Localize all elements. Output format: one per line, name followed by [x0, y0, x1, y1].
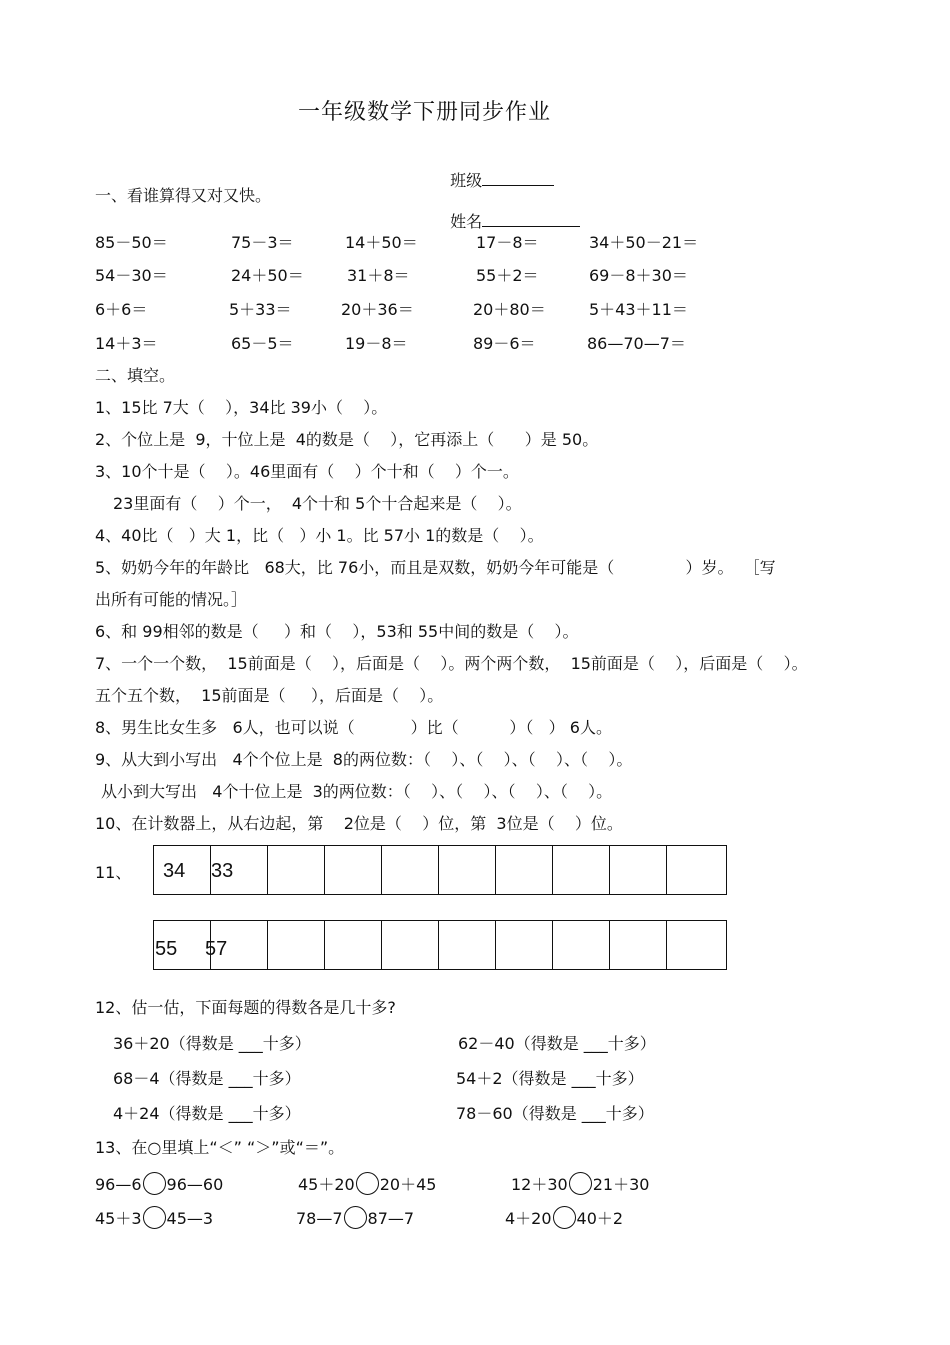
estimate-item: 4＋24（得数是 ___十多） — [113, 1104, 301, 1123]
calc-item: 14＋3＝ — [95, 334, 158, 353]
grid-cell[interactable] — [553, 846, 610, 894]
class-blank[interactable] — [482, 170, 554, 186]
calc-item: 54－30＝ — [95, 266, 168, 285]
grid-cell[interactable] — [154, 921, 211, 969]
question-1: 1、15比 7大（ ），34比 39小（ ）。 — [95, 398, 388, 417]
compare-circle[interactable] — [553, 1206, 576, 1229]
compare-left: 45＋20 — [298, 1175, 355, 1194]
estimate-item: 54＋2（得数是 ___十多） — [456, 1069, 644, 1088]
grid-number: 34 — [163, 860, 186, 882]
grid-cell[interactable] — [268, 921, 325, 969]
grid-cell[interactable] — [325, 921, 382, 969]
grid-number: 33 — [211, 860, 234, 882]
grid-cell[interactable] — [496, 846, 553, 894]
grid-cell[interactable] — [667, 846, 724, 894]
calc-item: 6＋6＝ — [95, 300, 148, 319]
number-grid-2 — [153, 920, 727, 970]
calc-item: 75－3＝ — [231, 233, 294, 252]
calc-item: 31＋8＝ — [347, 266, 410, 285]
compare-item — [298, 1172, 436, 1195]
grid-cell[interactable] — [439, 846, 496, 894]
calc-item: 86—70—7＝ — [587, 334, 686, 353]
class-field[interactable] — [440, 150, 580, 232]
section2-heading: 二、填空。 — [95, 366, 176, 385]
number-grid-1 — [153, 845, 727, 895]
question-5-continued: 出所有可能的情况。］ — [95, 590, 248, 609]
compare-right: 45—3 — [166, 1209, 214, 1228]
estimate-item: 68－4（得数是 ___十多） — [113, 1069, 301, 1088]
compare-circle[interactable] — [344, 1206, 367, 1229]
compare-item — [505, 1206, 623, 1229]
calc-item: 14＋50＝ — [345, 233, 418, 252]
grid-number: 57 — [205, 938, 228, 960]
grid-cell[interactable] — [610, 846, 667, 894]
compare-right: 87—7 — [367, 1209, 415, 1228]
class-label: 班级 — [450, 171, 483, 190]
question-6: 6、和 99相邻的数是（ ）和（ ），53和 55中间的数是（ ）。 — [95, 622, 579, 641]
compare-right: 21＋30 — [592, 1175, 650, 1194]
estimate-item: 36＋20（得数是 ___十多） — [113, 1034, 311, 1053]
question-3-continued: 23里面有（ ）个一， 4个十和 5个十合起来是（ ）。 — [113, 494, 522, 513]
compare-circle[interactable] — [356, 1172, 379, 1195]
question-13: 13、在○里填上“＜” “＞”或“＝”。 — [95, 1138, 345, 1157]
compare-right: 40＋2 — [576, 1209, 624, 1228]
name-label: 姓名 — [450, 212, 483, 231]
compare-left: 96—6 — [95, 1175, 142, 1194]
grid-cell[interactable] — [496, 921, 553, 969]
compare-item — [296, 1206, 414, 1229]
question-11-label: 11、 — [95, 863, 132, 882]
grid-cell[interactable] — [325, 846, 382, 894]
grid-cell[interactable] — [382, 921, 439, 969]
grid-cell[interactable] — [382, 846, 439, 894]
compare-circle[interactable] — [143, 1206, 166, 1229]
calc-item: 89－6＝ — [473, 334, 536, 353]
calc-item: 19－8＝ — [345, 334, 408, 353]
compare-right: 20＋45 — [379, 1175, 437, 1194]
question-2: 2、个位上是 9，十位上是 4的数是（ ），它再添上（ ）是 50。 — [95, 430, 599, 449]
calc-item: 20＋36＝ — [341, 300, 414, 319]
calc-item: 85－50＝ — [95, 233, 168, 252]
compare-left: 12＋30 — [511, 1175, 568, 1194]
question-9-continued: 从小到大写出 4个十位上是 3的两位数：（ ）、（ ）、（ ）、（ ）。 — [101, 782, 613, 801]
calc-item: 20＋80＝ — [473, 300, 546, 319]
grid-cell[interactable] — [154, 846, 211, 894]
compare-left: 4＋20 — [505, 1209, 552, 1228]
calc-item: 55＋2＝ — [476, 266, 539, 285]
calc-item: 65－5＝ — [231, 334, 294, 353]
grid-cell[interactable] — [667, 921, 724, 969]
grid-cell[interactable] — [610, 921, 667, 969]
page-title: 一年级数学下册同步作业 — [298, 100, 552, 125]
section1-heading: 一、看谁算得又对又快。 — [95, 186, 272, 205]
estimate-item: 78－60（得数是 ___十多） — [456, 1104, 654, 1123]
compare-circle[interactable] — [143, 1172, 166, 1195]
compare-circle[interactable] — [569, 1172, 592, 1195]
name-blank[interactable] — [482, 211, 580, 227]
grid-cell[interactable] — [553, 921, 610, 969]
calc-item: 17－8＝ — [476, 233, 539, 252]
calc-item: 5＋33＝ — [229, 300, 292, 319]
grid-cell[interactable] — [205, 921, 268, 969]
compare-left: 45＋3 — [95, 1209, 142, 1228]
compare-item — [95, 1206, 213, 1229]
calc-item: 5＋43＋11＝ — [589, 300, 688, 319]
question-10: 10、在计数器上，从右边起，第 2位是（ ）位，第 3位是（ ）位。 — [95, 814, 623, 833]
question-4: 4、40比（ ）大 1，比（ ）小 1。比 57小 1的数是（ ）。 — [95, 526, 544, 545]
grid-cell[interactable] — [439, 921, 496, 969]
calc-item: 24＋50＝ — [231, 266, 304, 285]
question-9: 9、从大到小写出 4个个位上是 8的两位数：（ ）、（ ）、（ ）、（ ）。 — [95, 750, 633, 769]
compare-left: 78—7 — [296, 1209, 343, 1228]
question-7: 7、一个一个数， 15前面是（ ），后面是（ ）。两个两个数， 15前面是（ ），后面是（ ）。 — [95, 654, 808, 673]
question-3: 3、10个十是（ ）。46里面有（ ）个十和（ ）个一。 — [95, 462, 519, 481]
calc-item: 34＋50－21＝ — [589, 233, 699, 252]
estimate-item: 62－40（得数是 ___十多） — [458, 1034, 656, 1053]
question-12: 12、估一估，下面每题的得数各是几十多? — [95, 998, 396, 1017]
question-7-continued: 五个五个数， 15前面是（ ），后面是（ ）。 — [95, 686, 444, 705]
grid-number: 55 — [155, 938, 178, 960]
compare-item — [511, 1172, 649, 1195]
question-5: 5、奶奶今年的年龄比 68大，比 76小，而且是双数，奶奶今年可能是（ ）岁。 ［写 — [95, 558, 776, 577]
grid-cell[interactable] — [211, 846, 268, 894]
question-8: 8、男生比女生多 6人，也可以说（ ）比（ ）（ ） 6人。 — [95, 718, 612, 737]
compare-item — [95, 1172, 223, 1195]
calc-item: 69－8＋30＝ — [589, 266, 688, 285]
grid-cell[interactable] — [268, 846, 325, 894]
compare-right: 96—60 — [166, 1175, 224, 1194]
